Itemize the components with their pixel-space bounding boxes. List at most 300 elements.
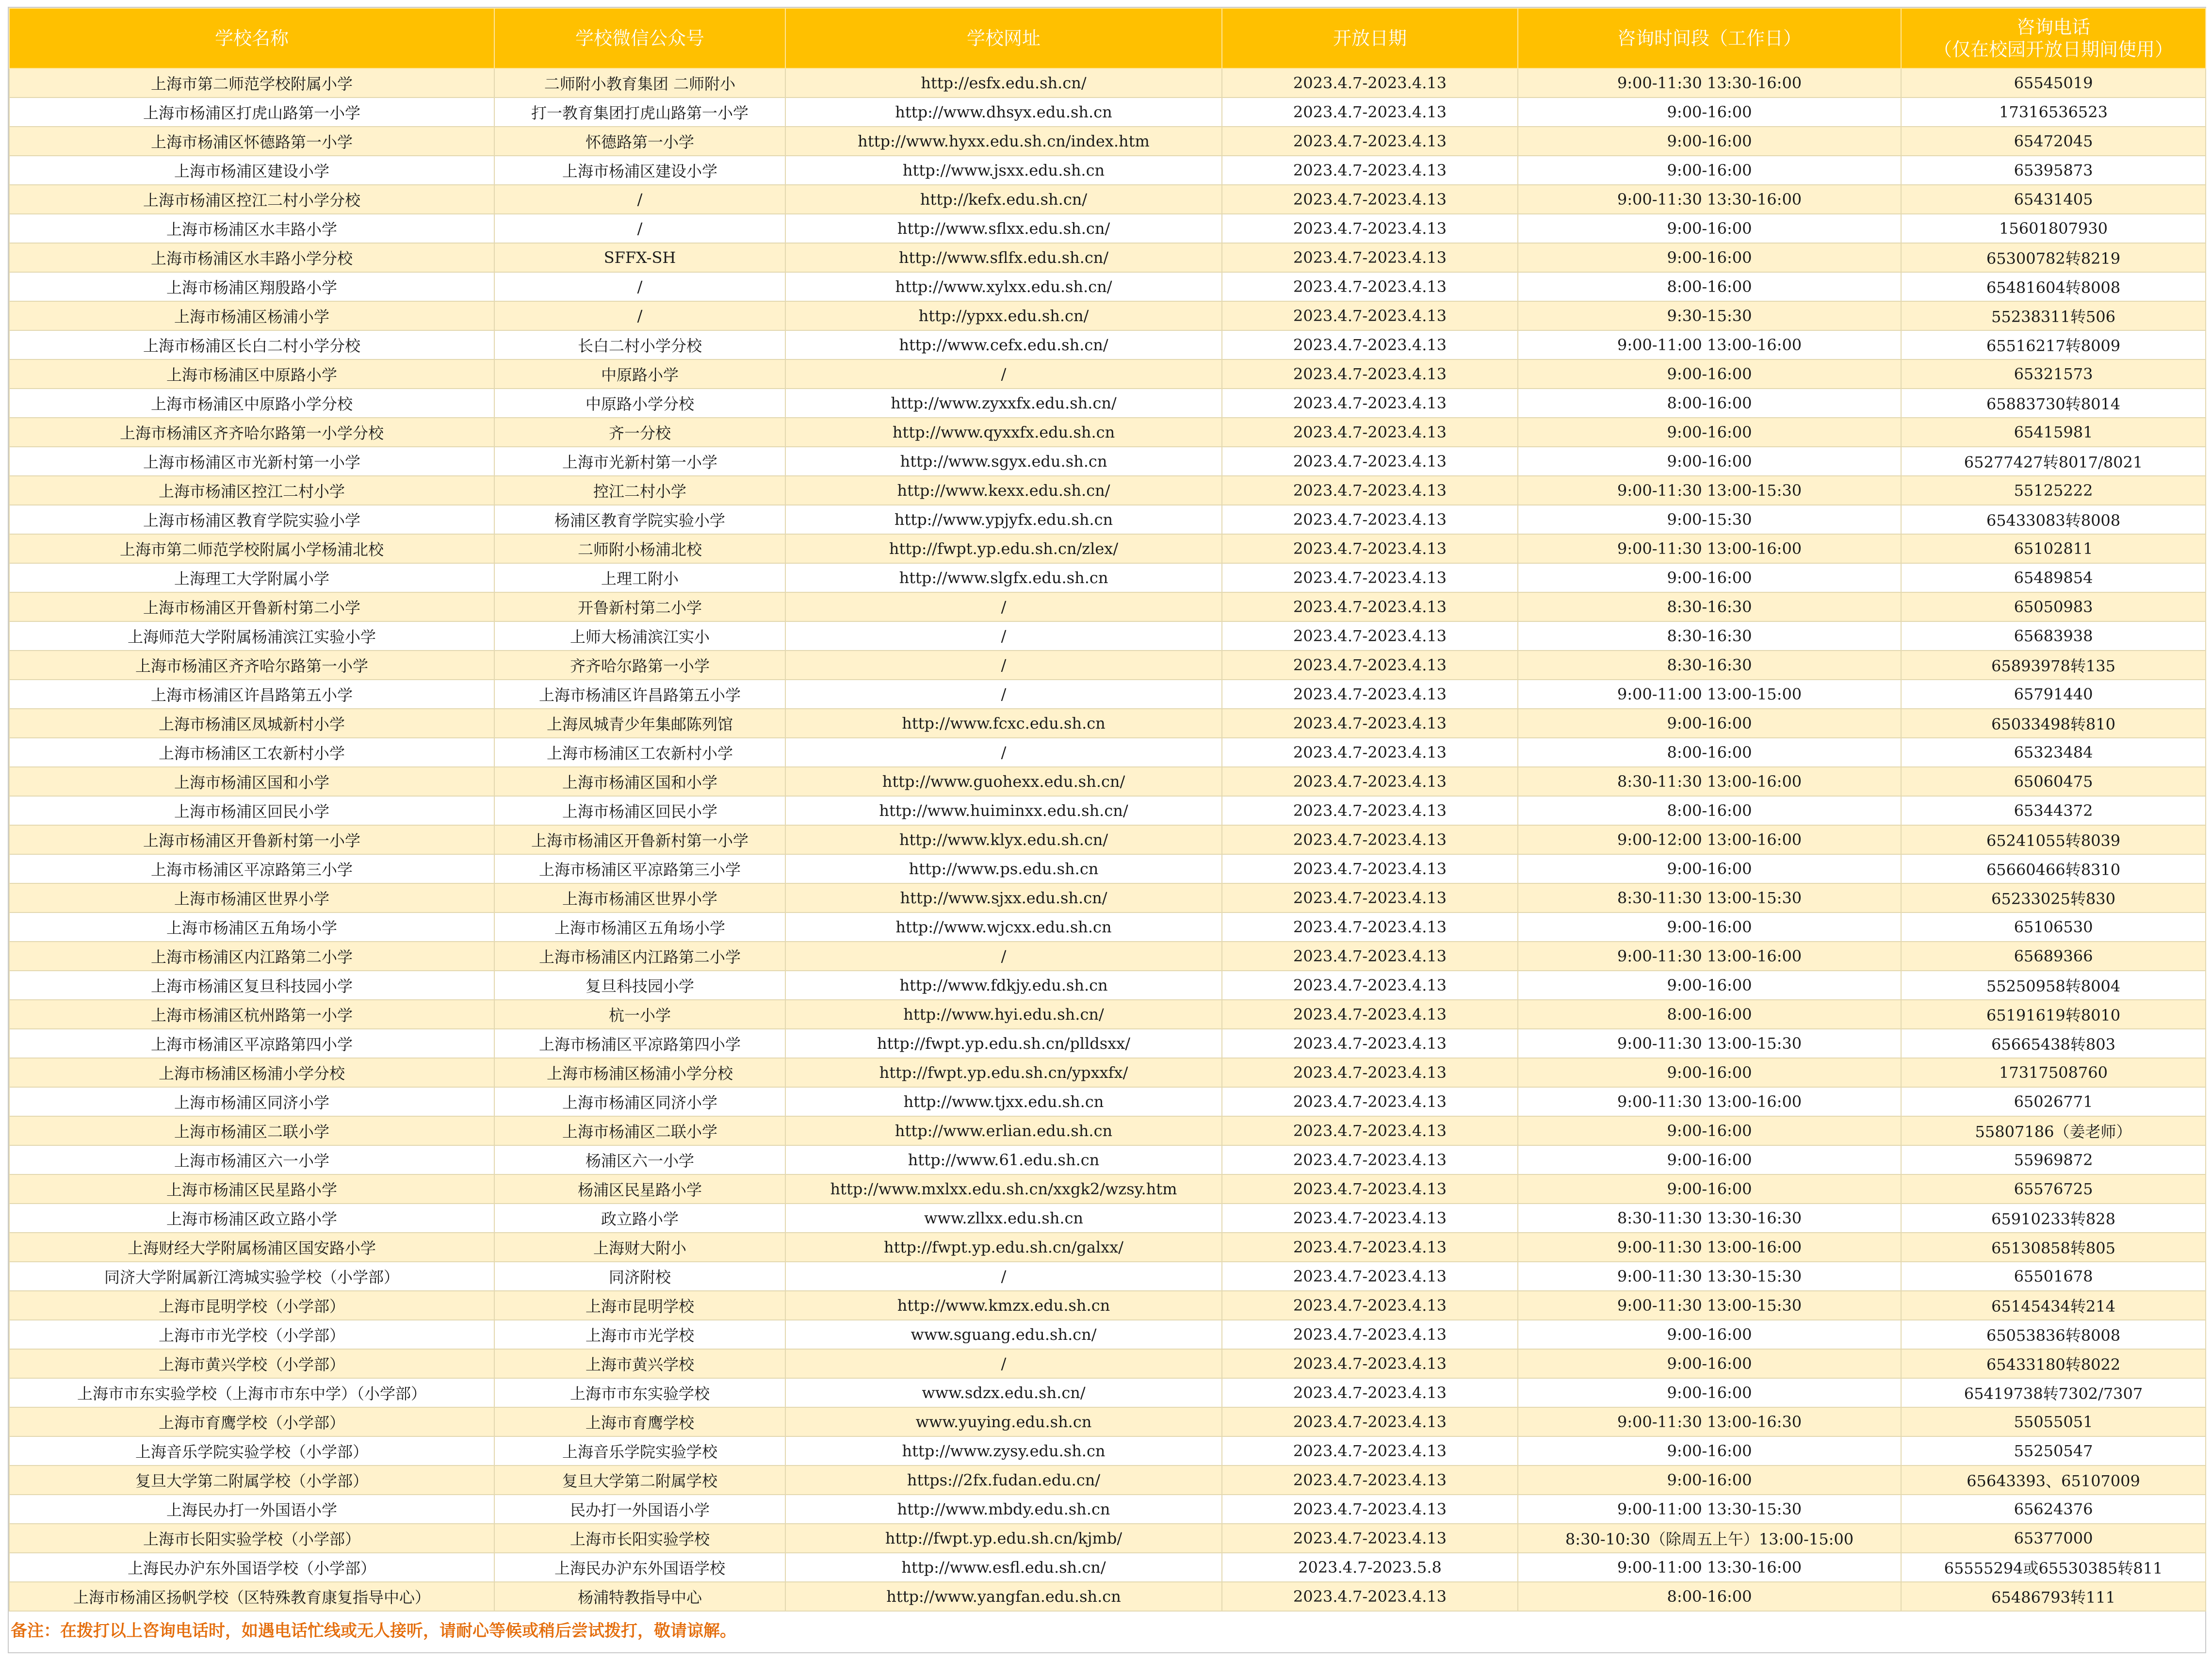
phone-cell: 65344372	[1901, 796, 2206, 825]
school-name-cell: 复旦大学第二附属学校（小学部）	[9, 1466, 494, 1495]
website-cell: http://www.zyxxfx.edu.sh.cn/	[785, 389, 1222, 418]
open-date-cell: 2023.4.7-2023.4.13	[1222, 272, 1518, 301]
table-row	[9, 1466, 2206, 1495]
wechat-cell: 上海市杨浦区回民小学	[494, 796, 785, 825]
school-name-cell: 上海市育鹰学校（小学部）	[9, 1407, 494, 1436]
school-name-cell: 上海市杨浦区水丰路小学分校	[9, 243, 494, 272]
open-date-cell: 2023.4.7-2023.4.13	[1222, 476, 1518, 505]
table-row	[9, 243, 2206, 272]
open-date-cell: 2023.4.7-2023.4.13	[1222, 214, 1518, 243]
website-cell: http://www.slgfx.edu.sh.cn	[785, 563, 1222, 592]
consult-time-cell: 9:00-11:30 13:00-16:30	[1518, 1407, 1901, 1436]
wechat-cell: 杨浦特教指导中心	[494, 1582, 785, 1611]
website-cell: http://www.hyi.edu.sh.cn/	[785, 1000, 1222, 1029]
wechat-cell: 上师大杨浦滨江实小	[494, 621, 785, 651]
table-row	[9, 621, 2206, 651]
school-name-cell: 上海市杨浦区杨浦小学	[9, 301, 494, 330]
table-row	[9, 1029, 2206, 1058]
table-row	[9, 1174, 2206, 1204]
website-cell: /	[785, 680, 1222, 709]
school-name-cell: 上海市杨浦区世界小学	[9, 883, 494, 912]
consult-time-cell: 9:00-11:30 13:00-15:30	[1518, 1029, 1901, 1058]
wechat-cell: 开鲁新村第二小学	[494, 592, 785, 621]
website-cell: http://www.klyx.edu.sh.cn/	[785, 825, 1222, 854]
wechat-cell: /	[494, 214, 785, 243]
table-row	[9, 1233, 2206, 1262]
consult-time-cell: 8:30-16:30	[1518, 651, 1901, 680]
school-name-cell: 上海市杨浦区许昌路第五小学	[9, 680, 494, 709]
table-row	[9, 1145, 2206, 1174]
phone-cell: 65555294或65530385转811	[1901, 1553, 2206, 1582]
consult-time-cell: 9:00-15:30	[1518, 505, 1901, 534]
phone-cell: 55807186（姜老师）	[1901, 1116, 2206, 1145]
phone-cell: 65053836转8008	[1901, 1320, 2206, 1349]
header-phone-subtitle: （仅在校园开放日期间使用）	[1933, 39, 2173, 60]
website-cell: http://www.sflxx.edu.sh.cn/	[785, 214, 1222, 243]
wechat-cell: 上海市杨浦区杨浦小学分校	[494, 1058, 785, 1087]
open-date-cell: 2023.4.7-2023.4.13	[1222, 1436, 1518, 1466]
table-row	[9, 1291, 2206, 1320]
consult-time-cell: 8:00-16:00	[1518, 738, 1901, 767]
school-name-cell: 上海市长阳实验学校（小学部）	[9, 1524, 494, 1553]
wechat-cell: 齐一分校	[494, 418, 785, 447]
open-date-cell: 2023.4.7-2023.4.13	[1222, 243, 1518, 272]
phone-cell: 65665438转803	[1901, 1029, 2206, 1058]
school-name-cell: 上海市杨浦区开鲁新村第二小学	[9, 592, 494, 621]
website-cell: http://www.sjxx.edu.sh.cn/	[785, 883, 1222, 912]
school-name-cell: 上海市杨浦区中原路小学分校	[9, 389, 494, 418]
consult-time-cell: 9:00-11:30 13:00-15:30	[1518, 476, 1901, 505]
open-date-cell: 2023.4.7-2023.5.8	[1222, 1553, 1518, 1582]
open-date-cell: 2023.4.7-2023.4.13	[1222, 1116, 1518, 1145]
table-row	[9, 272, 2206, 301]
consult-time-cell: 9:00-16:00	[1518, 709, 1901, 738]
wechat-cell: 上海市光新村第一小学	[494, 447, 785, 476]
website-cell: http://www.ypjyfx.edu.sh.cn	[785, 505, 1222, 534]
wechat-cell: 复旦大学第二附属学校	[494, 1466, 785, 1495]
consult-time-cell: 8:00-16:00	[1518, 1582, 1901, 1611]
table-header	[9, 8, 2206, 68]
open-date-cell: 2023.4.7-2023.4.13	[1222, 883, 1518, 912]
wechat-cell: 上海市杨浦区五角场小学	[494, 912, 785, 942]
table-row	[9, 767, 2206, 796]
consult-time-cell: 9:00-11:30 13:30-16:00	[1518, 68, 1901, 98]
open-date-cell: 2023.4.7-2023.4.13	[1222, 709, 1518, 738]
consult-time-cell: 9:00-16:00	[1518, 127, 1901, 156]
school-name-cell: 上海市杨浦区开鲁新村第一小学	[9, 825, 494, 854]
table-row	[9, 156, 2206, 185]
wechat-cell: 政立路小学	[494, 1204, 785, 1233]
wechat-cell: 控江二村小学	[494, 476, 785, 505]
phone-cell: 65883730转8014	[1901, 389, 2206, 418]
table-row	[9, 709, 2206, 738]
phone-cell: 65026771	[1901, 1087, 2206, 1116]
website-cell: /	[785, 738, 1222, 767]
table-row	[9, 651, 2206, 680]
school-name-cell: 上海市杨浦区控江二村小学分校	[9, 185, 494, 214]
table-row	[9, 942, 2206, 971]
phone-cell: 65233025转830	[1901, 883, 2206, 912]
table-row	[9, 883, 2206, 912]
open-date-cell: 2023.4.7-2023.4.13	[1222, 1233, 1518, 1262]
website-cell: http://www.tjxx.edu.sh.cn	[785, 1087, 1222, 1116]
school-name-cell: 上海市杨浦区凤城新村小学	[9, 709, 494, 738]
consult-time-cell: 9:30-15:30	[1518, 301, 1901, 330]
table-body	[9, 68, 2206, 1611]
table-row	[9, 1087, 2206, 1116]
phone-cell: 15601807930	[1901, 214, 2206, 243]
open-date-cell: 2023.4.7-2023.4.13	[1222, 563, 1518, 592]
school-name-cell: 上海市昆明学校（小学部）	[9, 1291, 494, 1320]
wechat-cell: 上海市市东实验学校	[494, 1378, 785, 1407]
table-row	[9, 389, 2206, 418]
school-name-cell: 上海市杨浦区建设小学	[9, 156, 494, 185]
footnote: 备注：在拨打以上咨询电话时，如遇电话忙线或无人接听，请耐心等候或稍后尝试拨打，敬请谅解。	[9, 1612, 2205, 1652]
header-consult-time: 咨询时间段（工作日）	[1518, 8, 1901, 68]
table-row	[9, 738, 2206, 767]
table-row	[9, 330, 2206, 359]
website-cell: https://2fx.fudan.edu.cn/	[785, 1466, 1222, 1495]
phone-cell: 65689366	[1901, 942, 2206, 971]
table-row	[9, 563, 2206, 592]
phone-cell: 65419738转7302/7307	[1901, 1378, 2206, 1407]
open-date-cell: 2023.4.7-2023.4.13	[1222, 301, 1518, 330]
open-date-cell: 2023.4.7-2023.4.13	[1222, 1495, 1518, 1524]
phone-cell: 65910233转828	[1901, 1204, 2206, 1233]
school-name-cell: 上海市杨浦区内江路第二小学	[9, 942, 494, 971]
phone-cell: 65102811	[1901, 534, 2206, 563]
header-website: 学校网址	[785, 8, 1222, 68]
phone-cell: 65415981	[1901, 418, 2206, 447]
phone-cell: 65145434转214	[1901, 1291, 2206, 1320]
phone-cell: 55238311转506	[1901, 301, 2206, 330]
wechat-cell: 中原路小学	[494, 359, 785, 389]
consult-time-cell: 9:00-11:30 13:30-16:00	[1518, 185, 1901, 214]
table-row	[9, 1378, 2206, 1407]
table-row	[9, 1349, 2206, 1378]
wechat-cell: 杭一小学	[494, 1000, 785, 1029]
phone-cell: 65321573	[1901, 359, 2206, 389]
website-cell: http://www.fdkjy.edu.sh.cn	[785, 971, 1222, 1000]
wechat-cell: /	[494, 301, 785, 330]
school-name-cell: 上海市杨浦区平凉路第三小学	[9, 854, 494, 883]
website-cell: http://www.zysy.edu.sh.cn	[785, 1436, 1222, 1466]
consult-time-cell: 9:00-16:00	[1518, 156, 1901, 185]
open-date-cell: 2023.4.7-2023.4.13	[1222, 98, 1518, 127]
school-name-cell: 上海民办沪东外国语学校（小学部）	[9, 1553, 494, 1582]
consult-time-cell: 8:30-16:30	[1518, 621, 1901, 651]
table-row	[9, 1495, 2206, 1524]
wechat-cell: 打一教育集团打虎山路第一小学	[494, 98, 785, 127]
wechat-cell: 上海凤城青少年集邮陈列馆	[494, 709, 785, 738]
table-row	[9, 971, 2206, 1000]
phone-cell: 65481604转8008	[1901, 272, 2206, 301]
phone-cell: 65433180转8022	[1901, 1349, 2206, 1378]
website-cell: /	[785, 359, 1222, 389]
phone-cell: 65323484	[1901, 738, 2206, 767]
phone-cell: 55969872	[1901, 1145, 2206, 1174]
website-cell: http://fwpt.yp.edu.sh.cn/galxx/	[785, 1233, 1222, 1262]
consult-time-cell: 9:00-16:00	[1518, 1145, 1901, 1174]
website-cell: http://www.ps.edu.sh.cn	[785, 854, 1222, 883]
phone-cell: 65431405	[1901, 185, 2206, 214]
wechat-cell: 复旦科技园小学	[494, 971, 785, 1000]
website-cell: www.sdzx.edu.sh.cn/	[785, 1378, 1222, 1407]
phone-cell: 65241055转8039	[1901, 825, 2206, 854]
header-phone	[1901, 8, 2206, 68]
consult-time-cell: 8:00-16:00	[1518, 272, 1901, 301]
phone-cell: 65893978转135	[1901, 651, 2206, 680]
school-name-cell: 上海市杨浦区市光新村第一小学	[9, 447, 494, 476]
consult-time-cell: 9:00-11:30 13:00-16:00	[1518, 1087, 1901, 1116]
open-date-cell: 2023.4.7-2023.4.13	[1222, 1145, 1518, 1174]
website-cell: http://fwpt.yp.edu.sh.cn/kjmb/	[785, 1524, 1222, 1553]
table-row	[9, 796, 2206, 825]
school-name-cell: 上海市杨浦区中原路小学	[9, 359, 494, 389]
phone-cell: 65501678	[1901, 1262, 2206, 1291]
header-phone-title: 咨询电话	[2016, 16, 2090, 38]
open-date-cell: 2023.4.7-2023.4.13	[1222, 796, 1518, 825]
consult-time-cell: 9:00-11:30 13:00-16:00	[1518, 534, 1901, 563]
website-cell: www.zllxx.edu.sh.cn	[785, 1204, 1222, 1233]
table-row	[9, 214, 2206, 243]
website-cell: http://www.fcxc.edu.sh.cn	[785, 709, 1222, 738]
consult-time-cell: 9:00-11:30 13:00-16:00	[1518, 1233, 1901, 1262]
website-cell: http://ypxx.edu.sh.cn/	[785, 301, 1222, 330]
website-cell: http://esfx.edu.sh.cn/	[785, 68, 1222, 98]
consult-time-cell: 9:00-16:00	[1518, 1320, 1901, 1349]
school-name-cell: 上海市杨浦区扬帆学校（区特殊教育康复指导中心）	[9, 1582, 494, 1611]
header-row	[9, 8, 2206, 68]
consult-time-cell: 8:30-16:30	[1518, 592, 1901, 621]
wechat-cell: /	[494, 185, 785, 214]
open-date-cell: 2023.4.7-2023.4.13	[1222, 1000, 1518, 1029]
table-row	[9, 447, 2206, 476]
wechat-cell: 上海市杨浦区开鲁新村第一小学	[494, 825, 785, 854]
phone-cell: 65489854	[1901, 563, 2206, 592]
school-name-cell: 上海市杨浦区复旦科技园小学	[9, 971, 494, 1000]
consult-time-cell: 9:00-16:00	[1518, 912, 1901, 942]
website-cell: http://www.esfl.edu.sh.cn/	[785, 1553, 1222, 1582]
wechat-cell: /	[494, 272, 785, 301]
consult-time-cell: 9:00-11:30 13:00-15:30	[1518, 1291, 1901, 1320]
open-date-cell: 2023.4.7-2023.4.13	[1222, 651, 1518, 680]
website-cell: http://www.61.edu.sh.cn	[785, 1145, 1222, 1174]
wechat-cell: 上海市杨浦区同济小学	[494, 1087, 785, 1116]
open-date-cell: 2023.4.7-2023.4.13	[1222, 1058, 1518, 1087]
school-name-cell: 上海市杨浦区五角场小学	[9, 912, 494, 942]
table-row	[9, 1524, 2206, 1553]
phone-cell: 65300782转8219	[1901, 243, 2206, 272]
wechat-cell: 上海市杨浦区许昌路第五小学	[494, 680, 785, 709]
website-cell: http://www.hyxx.edu.sh.cn/index.htm	[785, 127, 1222, 156]
open-date-cell: 2023.4.7-2023.4.13	[1222, 127, 1518, 156]
school-open-day-table	[9, 8, 2206, 1612]
wechat-cell: SFFX-SH	[494, 243, 785, 272]
website-cell: /	[785, 621, 1222, 651]
wechat-cell: 杨浦区民星路小学	[494, 1174, 785, 1204]
wechat-cell: 上海市长阳实验学校	[494, 1524, 785, 1553]
school-name-cell: 上海师范大学附属杨浦滨江实验小学	[9, 621, 494, 651]
open-date-cell: 2023.4.7-2023.4.13	[1222, 912, 1518, 942]
phone-cell: 65277427转8017/8021	[1901, 447, 2206, 476]
school-name-cell: 上海财经大学附属杨浦区国安路小学	[9, 1233, 494, 1262]
school-name-cell: 上海市杨浦区回民小学	[9, 796, 494, 825]
open-date-cell: 2023.4.7-2023.4.13	[1222, 1466, 1518, 1495]
consult-time-cell: 9:00-16:00	[1518, 214, 1901, 243]
table-row	[9, 534, 2206, 563]
school-name-cell: 上海市杨浦区民星路小学	[9, 1174, 494, 1204]
open-date-cell: 2023.4.7-2023.4.13	[1222, 505, 1518, 534]
table-row	[9, 127, 2206, 156]
open-date-cell: 2023.4.7-2023.4.13	[1222, 680, 1518, 709]
website-cell: www.yuying.edu.sh.cn	[785, 1407, 1222, 1436]
wechat-cell: 上海市杨浦区世界小学	[494, 883, 785, 912]
table-row	[9, 680, 2206, 709]
open-date-cell: 2023.4.7-2023.4.13	[1222, 1174, 1518, 1204]
school-name-cell: 上海市第二师范学校附属小学	[9, 68, 494, 98]
wechat-cell: 上海市杨浦区内江路第二小学	[494, 942, 785, 971]
header-open-date: 开放日期	[1222, 8, 1518, 68]
consult-time-cell: 8:00-16:00	[1518, 389, 1901, 418]
school-name-cell: 上海市杨浦区工农新村小学	[9, 738, 494, 767]
school-name-cell: 上海市第二师范学校附属小学杨浦北校	[9, 534, 494, 563]
open-date-cell: 2023.4.7-2023.4.13	[1222, 1320, 1518, 1349]
website-cell: /	[785, 1349, 1222, 1378]
phone-cell: 65486793转111	[1901, 1582, 2206, 1611]
wechat-cell: 杨浦区教育学院实验小学	[494, 505, 785, 534]
website-cell: http://www.sgyx.edu.sh.cn	[785, 447, 1222, 476]
consult-time-cell: 9:00-16:00	[1518, 1116, 1901, 1145]
phone-cell: 17317508760	[1901, 1058, 2206, 1087]
open-date-cell: 2023.4.7-2023.4.13	[1222, 185, 1518, 214]
wechat-cell: 上海市杨浦区平凉路第三小学	[494, 854, 785, 883]
phone-cell: 65516217转8009	[1901, 330, 2206, 359]
school-name-cell: 上海市黄兴学校（小学部）	[9, 1349, 494, 1378]
consult-time-cell: 8:30-10:30（除周五上午）13:00-15:00	[1518, 1524, 1901, 1553]
open-date-cell: 2023.4.7-2023.4.13	[1222, 1378, 1518, 1407]
table-row	[9, 1407, 2206, 1436]
open-date-cell: 2023.4.7-2023.4.13	[1222, 1582, 1518, 1611]
school-name-cell: 上海市杨浦区水丰路小学	[9, 214, 494, 243]
table-row	[9, 1204, 2206, 1233]
school-name-cell: 上海市市光学校（小学部）	[9, 1320, 494, 1349]
consult-time-cell: 9:00-11:30 13:30-15:30	[1518, 1262, 1901, 1291]
spreadsheet	[8, 7, 2206, 1653]
school-name-cell: 上海市杨浦区杭州路第一小学	[9, 1000, 494, 1029]
wechat-cell: 同济附校	[494, 1262, 785, 1291]
table-row	[9, 1553, 2206, 1582]
wechat-cell: 上海市育鹰学校	[494, 1407, 785, 1436]
school-name-cell: 上海市杨浦区齐齐哈尔路第一小学分校	[9, 418, 494, 447]
phone-cell: 55125222	[1901, 476, 2206, 505]
phone-cell: 65472045	[1901, 127, 2206, 156]
table-row	[9, 418, 2206, 447]
table-row	[9, 301, 2206, 330]
phone-cell: 65191619转8010	[1901, 1000, 2206, 1029]
website-cell: http://www.huiminxx.edu.sh.cn/	[785, 796, 1222, 825]
consult-time-cell: 8:30-11:30 13:00-16:00	[1518, 767, 1901, 796]
open-date-cell: 2023.4.7-2023.4.13	[1222, 534, 1518, 563]
website-cell: http://www.jsxx.edu.sh.cn	[785, 156, 1222, 185]
school-name-cell: 上海市杨浦区教育学院实验小学	[9, 505, 494, 534]
website-cell: http://www.dhsyx.edu.sh.cn	[785, 98, 1222, 127]
consult-time-cell: 9:00-16:00	[1518, 1378, 1901, 1407]
consult-time-cell: 9:00-16:00	[1518, 1436, 1901, 1466]
consult-time-cell: 8:00-16:00	[1518, 796, 1901, 825]
open-date-cell: 2023.4.7-2023.4.13	[1222, 359, 1518, 389]
open-date-cell: 2023.4.7-2023.4.13	[1222, 854, 1518, 883]
school-name-cell: 上海市杨浦区杨浦小学分校	[9, 1058, 494, 1087]
website-cell: /	[785, 592, 1222, 621]
phone-cell: 65545019	[1901, 68, 2206, 98]
website-cell: http://www.yangfan.edu.sh.cn	[785, 1582, 1222, 1611]
school-name-cell: 上海市杨浦区国和小学	[9, 767, 494, 796]
wechat-cell: 上海市杨浦区平凉路第四小学	[494, 1029, 785, 1058]
website-cell: http://www.mxlxx.edu.sh.cn/xxgk2/wzsy.htm	[785, 1174, 1222, 1204]
wechat-cell: 上海市昆明学校	[494, 1291, 785, 1320]
open-date-cell: 2023.4.7-2023.4.13	[1222, 971, 1518, 1000]
phone-cell: 65033498转810	[1901, 709, 2206, 738]
wechat-cell: 怀德路第一小学	[494, 127, 785, 156]
website-cell: http://www.kmzx.edu.sh.cn	[785, 1291, 1222, 1320]
wechat-cell: 上海市市光学校	[494, 1320, 785, 1349]
consult-time-cell: 9:00-16:00	[1518, 243, 1901, 272]
wechat-cell: 杨浦区六一小学	[494, 1145, 785, 1174]
table-row	[9, 68, 2206, 98]
wechat-cell: 中原路小学分校	[494, 389, 785, 418]
table-row	[9, 359, 2206, 389]
table-row	[9, 1320, 2206, 1349]
wechat-cell: 上海财大附小	[494, 1233, 785, 1262]
open-date-cell: 2023.4.7-2023.4.13	[1222, 738, 1518, 767]
phone-cell: 65433083转8008	[1901, 505, 2206, 534]
open-date-cell: 2023.4.7-2023.4.13	[1222, 767, 1518, 796]
website-cell: http://www.sflfx.edu.sh.cn/	[785, 243, 1222, 272]
open-date-cell: 2023.4.7-2023.4.13	[1222, 825, 1518, 854]
school-name-cell: 同济大学附属新江湾城实验学校（小学部）	[9, 1262, 494, 1291]
consult-time-cell: 9:00-16:00	[1518, 971, 1901, 1000]
table-row	[9, 912, 2206, 942]
open-date-cell: 2023.4.7-2023.4.13	[1222, 1291, 1518, 1320]
table-row	[9, 854, 2206, 883]
consult-time-cell: 9:00-16:00	[1518, 854, 1901, 883]
school-name-cell: 上海市杨浦区齐齐哈尔路第一小学	[9, 651, 494, 680]
consult-time-cell: 9:00-16:00	[1518, 447, 1901, 476]
phone-cell: 65791440	[1901, 680, 2206, 709]
table-row	[9, 592, 2206, 621]
website-cell: http://www.guohexx.edu.sh.cn/	[785, 767, 1222, 796]
phone-cell: 65377000	[1901, 1524, 2206, 1553]
phone-cell: 65106530	[1901, 912, 2206, 942]
consult-time-cell: 9:00-16:00	[1518, 418, 1901, 447]
header-school-name: 学校名称	[9, 8, 494, 68]
wechat-cell: 长白二村小学分校	[494, 330, 785, 359]
table-row	[9, 1436, 2206, 1466]
header-wechat: 学校微信公众号	[494, 8, 785, 68]
wechat-cell: 二师附小杨浦北校	[494, 534, 785, 563]
open-date-cell: 2023.4.7-2023.4.13	[1222, 68, 1518, 98]
consult-time-cell: 9:00-11:00 13:00-16:00	[1518, 330, 1901, 359]
open-date-cell: 2023.4.7-2023.4.13	[1222, 389, 1518, 418]
website-cell: http://kefx.edu.sh.cn/	[785, 185, 1222, 214]
phone-cell: 65576725	[1901, 1174, 2206, 1204]
school-name-cell: 上海市市东实验学校（上海市市东中学）（小学部）	[9, 1378, 494, 1407]
phone-cell: 65683938	[1901, 621, 2206, 651]
phone-cell: 65050983	[1901, 592, 2206, 621]
school-name-cell: 上海市杨浦区怀德路第一小学	[9, 127, 494, 156]
school-name-cell: 上海市杨浦区二联小学	[9, 1116, 494, 1145]
